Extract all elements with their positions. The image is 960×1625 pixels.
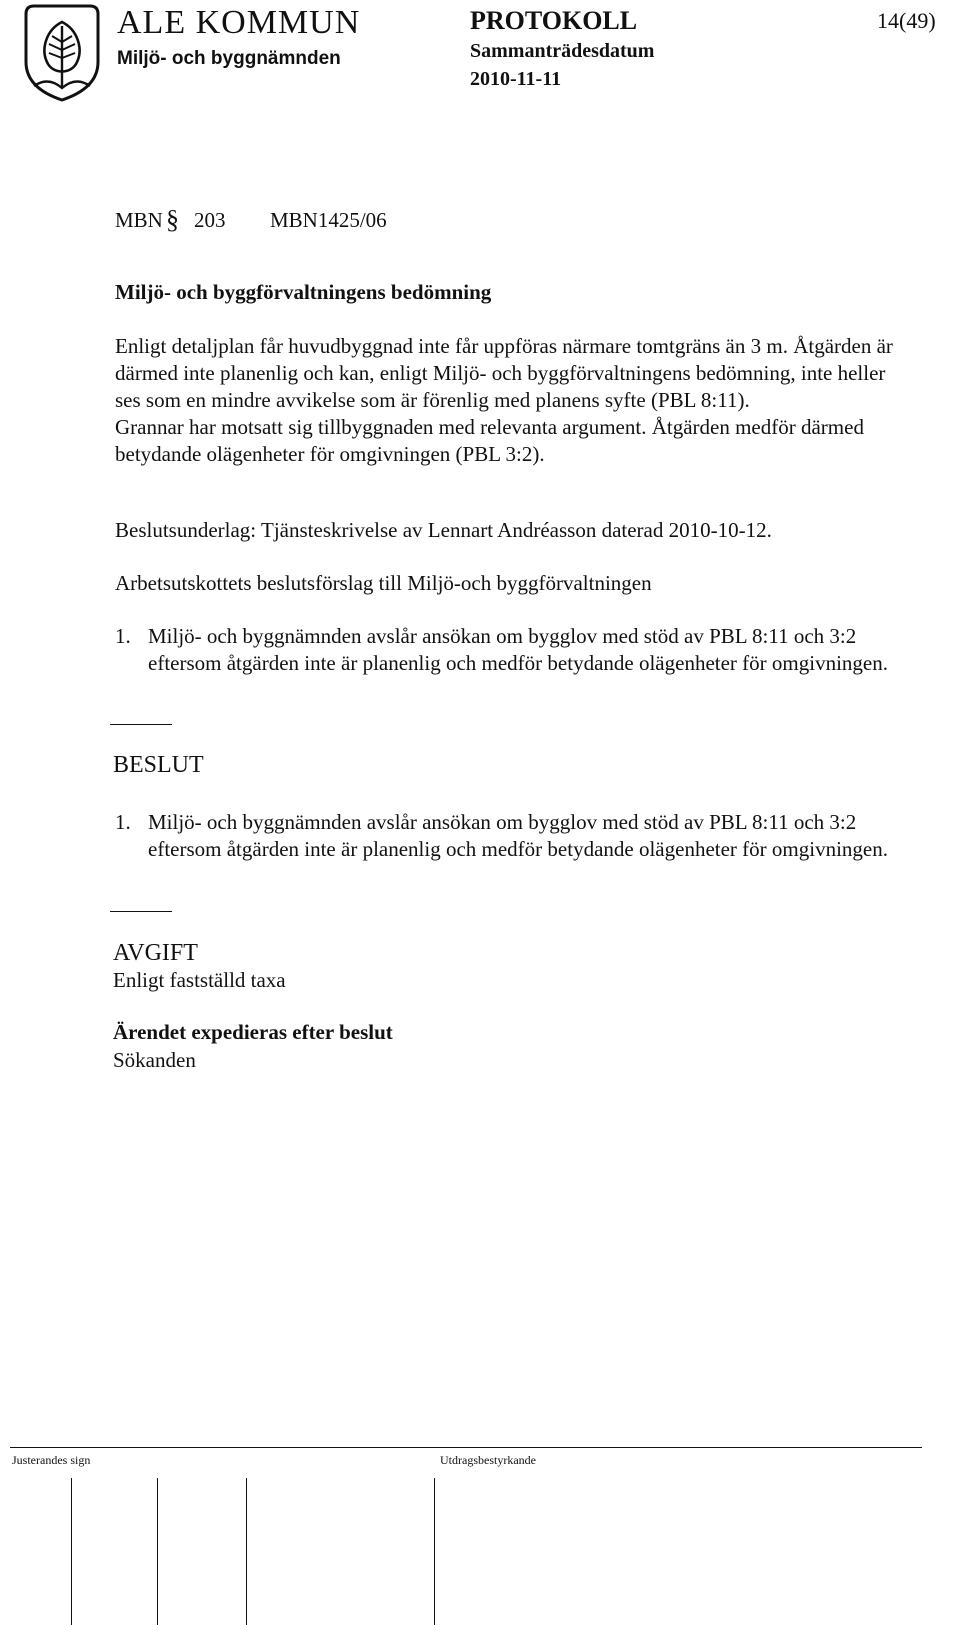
dispatch-heading: Ärendet expedieras efter beslut <box>113 1020 393 1044</box>
case-number: 203 <box>194 208 226 232</box>
dispatch-text: Sökanden <box>113 1048 196 1072</box>
signature-box-divider <box>71 1478 72 1625</box>
file-number: MBN1425/06 <box>270 208 387 232</box>
assessment-heading: Miljö- och byggförvaltningens bedömning <box>115 280 492 304</box>
assessment-text <box>115 333 915 468</box>
signature-box-divider <box>157 1478 158 1625</box>
signature-box-divider <box>434 1478 435 1625</box>
proposal-item <box>115 623 915 677</box>
footer-divider <box>10 1447 922 1448</box>
decision-heading: BESLUT <box>113 752 204 778</box>
divider <box>110 724 172 725</box>
assessment-paragraph: Enligt detaljplan får huvudbyggnad inte får uppföras närmare tomtgräns än 3 m. Åtgärden är därmed inte planenlig och kan, enligt Miljö- och byggförvaltningens bedömning, inte heller ses som en mindre avvikelse som är förenlig med planens syfte (PBL 8:11). <box>115 334 893 412</box>
meeting-date-label: Sammanträdesdatum <box>470 40 655 62</box>
assessment-paragraph: Grannar har motsatt sig tillbyggnaden med relevanta argument. Åtgärden medför därmed betydande olägenheter för omgivningen (PBL 3:2). <box>115 415 864 466</box>
paragraph-mark: § <box>166 205 179 234</box>
decision-basis: Beslutsunderlag: Tjänsteskrivelse av Lennart Andréasson daterad 2010-10-12. <box>115 518 772 542</box>
org-name: ALE KOMMUN <box>117 4 361 41</box>
case-prefix: MBN <box>115 208 163 232</box>
proposal-heading: Arbetsutskottets beslutsförslag till Miljö-och byggförvaltningen <box>115 571 652 595</box>
fee-text: Enligt fastställd taxa <box>113 968 286 992</box>
decision-item <box>115 809 915 863</box>
item-number: 1. <box>115 810 131 834</box>
municipality-logo <box>20 2 104 102</box>
document-type: PROTOKOLL <box>470 6 638 35</box>
org-department: Miljö- och byggnämnden <box>117 48 341 69</box>
item-text: Miljö- och byggnämnden avslår ansökan om bygglov med stöd av PBL 8:11 och 3:2 eftersom åtgärden inte är planenlig och medför betydande olägenheter för omgivningen. <box>148 810 888 861</box>
signature-label: Justerandes sign <box>12 1453 91 1467</box>
signature-box-divider <box>246 1478 247 1625</box>
fee-heading: AVGIFT <box>113 940 198 966</box>
item-text: Miljö- och byggnämnden avslår ansökan om bygglov med stöd av PBL 8:11 och 3:2 eftersom åtgärden inte är planenlig och medför betydande olägenheter för omgivningen. <box>148 624 888 675</box>
divider <box>110 911 172 912</box>
extract-label: Utdragsbestyrkande <box>440 1453 536 1467</box>
item-number: 1. <box>115 624 131 648</box>
meeting-date: 2010-11-11 <box>470 68 562 90</box>
page-number: 14(49) <box>877 8 936 33</box>
